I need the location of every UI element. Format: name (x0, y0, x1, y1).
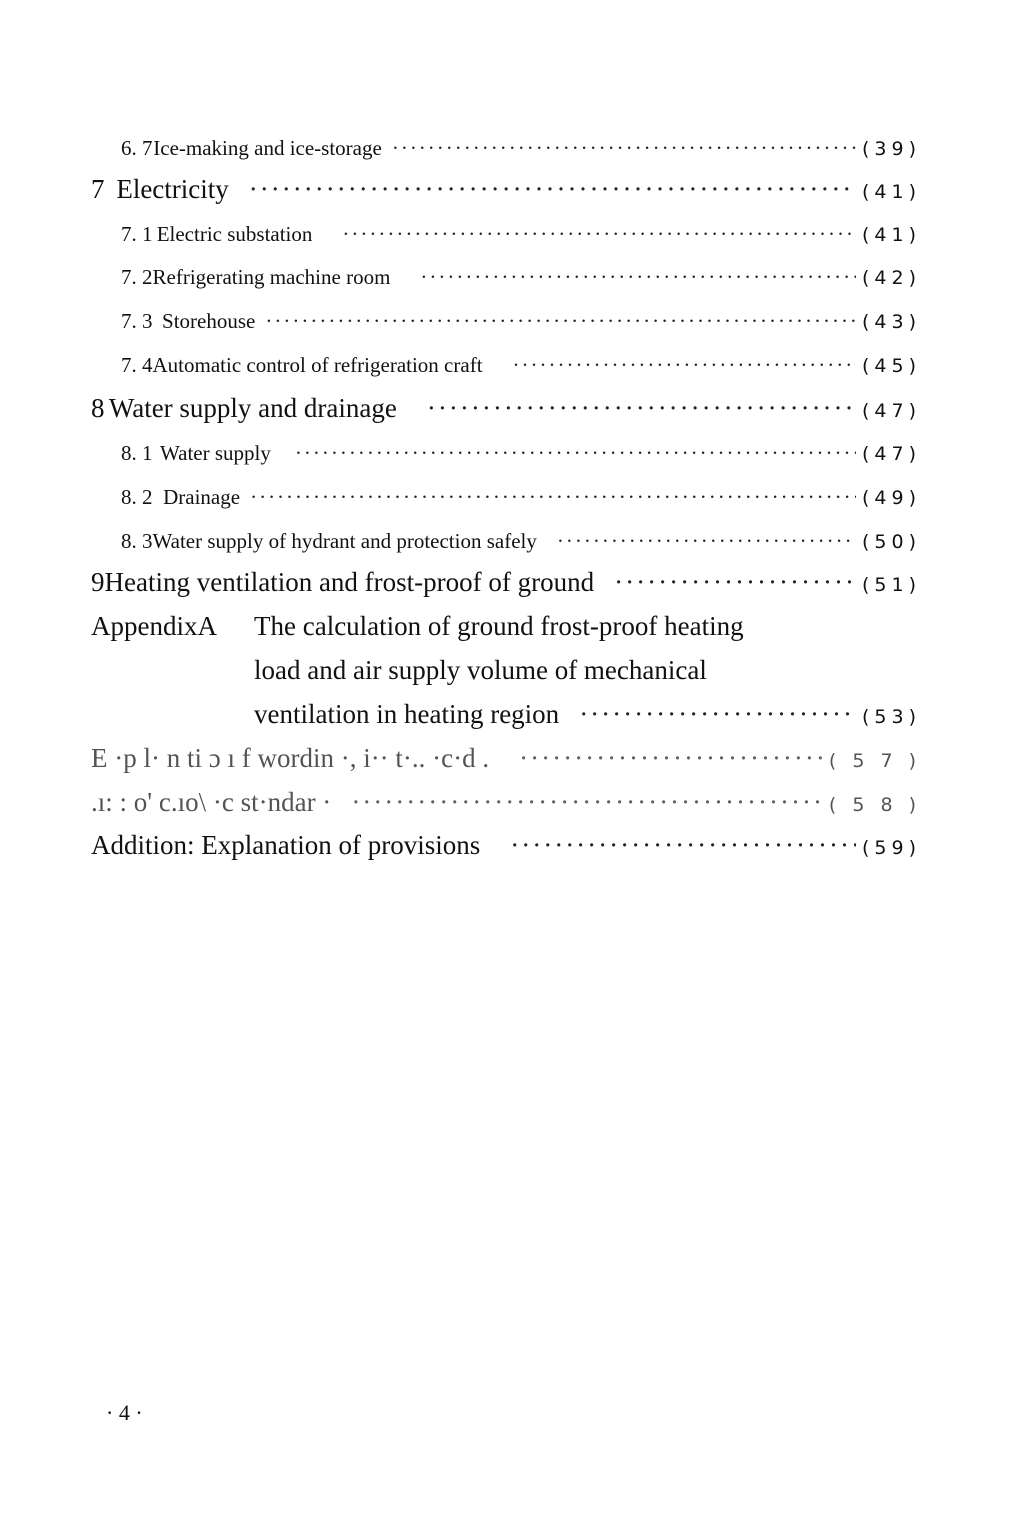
entry-title: E ·p l· n ti ɔ ı f wordin ·, i·· t·.. ·c·d . (91, 743, 490, 773)
entry-page: (41) (861, 224, 921, 246)
entry-title: Ice-making and ice-storage (153, 136, 382, 160)
entry-title: Water supply (160, 441, 271, 465)
dot-leader (249, 174, 856, 205)
page-number-footer: · 4 · (106, 1400, 143, 1425)
entry-title: Automatic control of refrigeration craft (152, 353, 483, 377)
toc-explanation-of-wording[interactable] (91, 743, 921, 774)
entry-number: 7. 2 (121, 265, 153, 289)
toc-chapter-8[interactable] (91, 393, 921, 424)
toc-entry-7-1[interactable] (121, 222, 921, 247)
dot-leader (510, 830, 856, 861)
appendix-title-line-2: load and air supply volume of mechanical (254, 655, 707, 685)
dot-leader (351, 787, 823, 818)
entry-page: (42) (861, 267, 921, 289)
chapter-number: 7 (91, 174, 105, 204)
appendix-title-line-1: The calculation of ground frost-proof heating (254, 611, 744, 641)
appendix-page: (53) (861, 706, 921, 728)
entry-page: (49) (861, 487, 921, 509)
toc-chapter-7[interactable] (91, 174, 921, 205)
entry-page: ( 5 7 ) (828, 750, 921, 772)
appendix-title-line-3: ventilation in heating region (254, 699, 560, 729)
entry-title: .ı: : o' c.ıo\ ·c st·ndar · (91, 787, 332, 817)
dot-leader (295, 441, 856, 466)
entry-title: Drainage (163, 485, 241, 509)
chapter-title: Heating ventilation and frost-proof of ground (104, 567, 595, 597)
entry-number: 6. 7 (121, 136, 153, 160)
dot-leader (513, 353, 856, 378)
entry-page: ( 5 8 ) (828, 794, 921, 816)
dot-leader (265, 309, 856, 334)
chapter-page: (51) (861, 574, 921, 596)
dot-leader (342, 222, 856, 247)
toc-entry-7-2[interactable] (121, 265, 921, 290)
dot-leader (427, 393, 856, 424)
toc-entry-8-1[interactable] (121, 441, 921, 466)
appendix-last-line (254, 699, 921, 730)
appendix-label: AppendixA (91, 611, 217, 641)
chapter-page: (41) (861, 181, 921, 203)
entry-number: 7. 4 (121, 353, 153, 377)
toc-entry-7-3[interactable] (121, 309, 921, 334)
entry-number: 8. 2 (121, 485, 153, 509)
dot-leader (557, 529, 856, 554)
toc-chapter-9[interactable] (91, 567, 921, 598)
toc-entry-8-2[interactable] (121, 485, 921, 510)
entry-title: Storehouse (162, 309, 256, 333)
entry-page: (47) (861, 443, 921, 465)
toc-entry-7-4[interactable] (121, 353, 921, 378)
entry-title: Electric substation (156, 222, 313, 246)
dot-leader (250, 485, 856, 510)
entry-page: (39) (861, 138, 921, 160)
entry-title: Addition: Explanation of provisions (91, 830, 481, 860)
entry-number: 7. 3 (121, 309, 153, 333)
toc-entry-6-7[interactable] (121, 136, 921, 161)
entry-number: 7. 1 (121, 222, 153, 246)
chapter-number: 8 (91, 393, 105, 423)
entry-page: (43) (861, 311, 921, 333)
chapter-title: Water supply and drainage (108, 393, 397, 423)
entry-page: (59) (861, 837, 921, 859)
entry-page: (45) (861, 355, 921, 377)
entry-title: Refrigerating machine room (152, 265, 391, 289)
dot-leader (579, 699, 856, 730)
chapter-number: 9 (91, 567, 105, 597)
toc-entry-8-3[interactable] (121, 529, 921, 554)
dot-leader (614, 567, 856, 598)
toc-addition[interactable] (91, 830, 921, 861)
entry-number: 8. 1 (121, 441, 153, 465)
entry-page: (50) (861, 531, 921, 553)
dot-leader (392, 136, 856, 161)
entry-number: 8. 3 (121, 529, 153, 553)
chapter-title: Electricity (116, 174, 229, 204)
entry-title: Water supply of hydrant and protection safely (152, 529, 537, 553)
dot-leader (519, 743, 823, 774)
toc-list-of-quoted-standards[interactable] (91, 787, 921, 818)
dot-leader (420, 265, 856, 290)
chapter-page: (47) (861, 400, 921, 422)
